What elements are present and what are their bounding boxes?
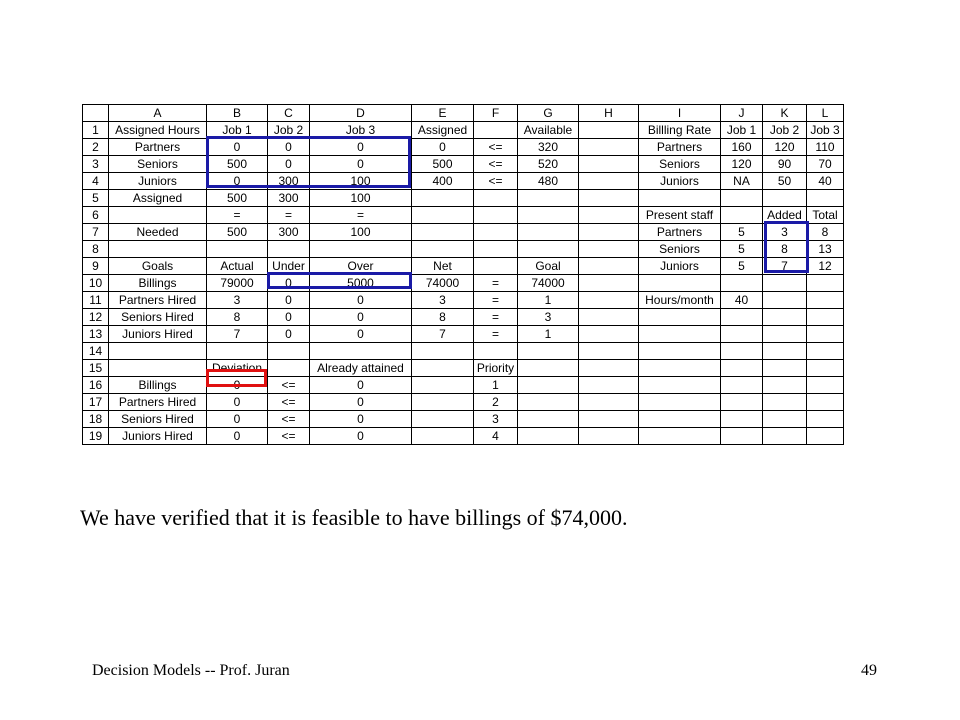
cell[interactable] [639,377,721,394]
cell[interactable] [807,377,844,394]
cell[interactable]: 90 [763,156,807,173]
cell[interactable]: Job 1 [721,122,763,139]
cell[interactable] [207,241,268,258]
cell[interactable] [763,428,807,445]
cell[interactable] [207,343,268,360]
cell[interactable] [109,241,207,258]
cell[interactable]: Priority [474,360,518,377]
cell[interactable] [639,309,721,326]
cell[interactable]: = [268,207,310,224]
cell[interactable]: 0 [310,139,412,156]
cell[interactable]: 0 [310,377,412,394]
cell[interactable]: = [474,275,518,292]
row-header[interactable]: 3 [83,156,109,173]
cell[interactable]: 0 [310,156,412,173]
cell[interactable]: Needed [109,224,207,241]
cell[interactable] [763,394,807,411]
cell[interactable] [412,207,474,224]
cell[interactable] [763,326,807,343]
cell[interactable]: Partners [639,224,721,241]
spreadsheet [82,104,844,445]
row-header[interactable]: 11 [83,292,109,309]
cell[interactable] [310,241,412,258]
cell[interactable]: Total [807,207,844,224]
cell[interactable] [763,377,807,394]
cell[interactable]: Seniors [639,156,721,173]
cell[interactable] [807,275,844,292]
cell[interactable]: 300 [268,224,310,241]
row-header[interactable]: 13 [83,326,109,343]
cell[interactable]: Juniors [639,258,721,275]
cell[interactable] [579,122,639,139]
cell[interactable] [763,275,807,292]
cell[interactable] [579,326,639,343]
cell[interactable]: 5000 [310,275,412,292]
table-row [83,411,844,428]
cell[interactable]: Actual [207,258,268,275]
cell[interactable] [579,292,639,309]
row-header[interactable]: 1 [83,122,109,139]
column-header[interactable]: A [109,105,207,122]
cell[interactable] [639,360,721,377]
cell[interactable] [763,190,807,207]
column-header[interactable]: J [721,105,763,122]
cell[interactable]: 160 [721,139,763,156]
cell[interactable]: Already attained [310,360,412,377]
cell[interactable]: 0 [207,394,268,411]
cell[interactable]: Job 2 [763,122,807,139]
cell[interactable]: = [310,207,412,224]
cell[interactable]: 0 [268,309,310,326]
cell[interactable]: 520 [518,156,579,173]
cell[interactable] [518,360,579,377]
cell[interactable]: 120 [763,139,807,156]
cell[interactable] [763,360,807,377]
cell[interactable]: 0 [207,173,268,190]
cell[interactable] [412,224,474,241]
cell[interactable]: 100 [310,173,412,190]
cell[interactable]: 0 [268,275,310,292]
cell[interactable] [639,343,721,360]
column-header[interactable]: H [579,105,639,122]
column-header-row [83,105,844,122]
cell[interactable]: 500 [207,190,268,207]
row-header[interactable]: 7 [83,224,109,241]
column-header[interactable]: G [518,105,579,122]
cell[interactable]: Billling Rate [639,122,721,139]
cell[interactable] [579,258,639,275]
table-row [83,309,844,326]
cell[interactable]: 40 [721,292,763,309]
cell[interactable] [807,190,844,207]
row-header[interactable]: 6 [83,207,109,224]
column-header[interactable]: C [268,105,310,122]
table-row [83,258,844,275]
cell[interactable] [579,394,639,411]
cell[interactable] [109,360,207,377]
cell[interactable]: 0 [207,377,268,394]
table-row [83,139,844,156]
cell[interactable]: 0 [207,411,268,428]
row-header[interactable]: 19 [83,428,109,445]
cell[interactable]: 50 [763,173,807,190]
cell[interactable] [474,224,518,241]
cell[interactable] [807,292,844,309]
table-row [83,292,844,309]
cell[interactable] [639,326,721,343]
cell[interactable]: <= [268,394,310,411]
cell[interactable] [639,275,721,292]
cell[interactable]: Goal [518,258,579,275]
cell[interactable] [579,411,639,428]
table-row [83,224,844,241]
cell[interactable]: 13 [807,241,844,258]
cell[interactable]: 0 [310,428,412,445]
cell[interactable]: 100 [310,224,412,241]
cell[interactable]: <= [474,173,518,190]
cell[interactable] [763,292,807,309]
cell[interactable]: 7 [412,326,474,343]
column-header[interactable]: B [207,105,268,122]
cell[interactable]: 1 [518,326,579,343]
cell[interactable] [579,139,639,156]
cell[interactable] [518,343,579,360]
cell[interactable] [639,190,721,207]
cell[interactable] [721,326,763,343]
cell[interactable]: 2 [474,394,518,411]
cell[interactable]: Available [518,122,579,139]
cell[interactable]: 120 [721,156,763,173]
cell[interactable]: 0 [268,156,310,173]
cell[interactable]: 8 [412,309,474,326]
cell[interactable]: 0 [268,326,310,343]
cell[interactable]: Under [268,258,310,275]
cell[interactable]: 400 [412,173,474,190]
cell[interactable]: Juniors [109,173,207,190]
cell[interactable]: <= [268,428,310,445]
cell[interactable] [109,207,207,224]
cell[interactable] [721,428,763,445]
cell[interactable]: = [474,309,518,326]
cell[interactable] [807,343,844,360]
cell[interactable] [518,411,579,428]
cell[interactable]: Billings [109,275,207,292]
corner-cell[interactable] [83,105,109,122]
row-header[interactable]: 12 [83,309,109,326]
cell[interactable]: 74000 [518,275,579,292]
cell[interactable]: 500 [207,156,268,173]
cell[interactable] [721,207,763,224]
table-row [83,394,844,411]
row-header[interactable]: 2 [83,139,109,156]
cell[interactable]: 0 [310,292,412,309]
cell[interactable] [721,411,763,428]
cell[interactable]: = [207,207,268,224]
cell[interactable] [579,224,639,241]
cell[interactable]: Job 1 [207,122,268,139]
cell[interactable]: <= [268,377,310,394]
cell[interactable]: 3 [763,224,807,241]
cell[interactable] [518,190,579,207]
cell[interactable] [474,207,518,224]
column-header[interactable]: L [807,105,844,122]
cell[interactable]: 500 [207,224,268,241]
cell[interactable] [310,343,412,360]
cell[interactable] [518,241,579,258]
cell[interactable] [412,377,474,394]
cell[interactable]: 1 [518,292,579,309]
column-header[interactable]: E [412,105,474,122]
cell[interactable] [109,343,207,360]
cell[interactable]: Present staff [639,207,721,224]
cell[interactable] [518,394,579,411]
table-row [83,428,844,445]
table-row [83,173,844,190]
cell[interactable] [763,309,807,326]
cell[interactable] [721,309,763,326]
cell[interactable] [518,224,579,241]
cell[interactable]: Deviation [207,360,268,377]
row-header[interactable]: 8 [83,241,109,258]
cell[interactable]: Over [310,258,412,275]
cell[interactable] [579,377,639,394]
cell[interactable]: Seniors Hired [109,411,207,428]
cell[interactable]: Net [412,258,474,275]
cell[interactable] [807,394,844,411]
cell[interactable] [518,377,579,394]
cell[interactable]: Billings [109,377,207,394]
table-row [83,377,844,394]
cell[interactable]: Partners [109,139,207,156]
table-row [83,360,844,377]
cell[interactable] [721,360,763,377]
cell[interactable] [474,258,518,275]
cell[interactable]: 0 [268,292,310,309]
table-row [83,343,844,360]
cell[interactable] [412,241,474,258]
cell[interactable]: <= [268,411,310,428]
cell[interactable] [579,207,639,224]
cell[interactable]: 5 [721,241,763,258]
cell[interactable] [579,428,639,445]
footer-page-number: 49 [861,662,877,679]
cell[interactable] [518,428,579,445]
cell[interactable]: 70 [807,156,844,173]
cell[interactable]: Juniors [639,173,721,190]
row-header[interactable]: 16 [83,377,109,394]
cell[interactable]: 74000 [412,275,474,292]
cell[interactable] [412,411,474,428]
cell[interactable]: 3 [207,292,268,309]
table-row [83,241,844,258]
cell[interactable]: 300 [268,173,310,190]
cell[interactable]: Seniors [109,156,207,173]
cell[interactable]: <= [474,139,518,156]
cell[interactable] [268,343,310,360]
cell[interactable]: 0 [412,139,474,156]
cell[interactable]: = [474,326,518,343]
cell[interactable]: 5 [721,224,763,241]
row-header[interactable]: 15 [83,360,109,377]
cell[interactable] [579,190,639,207]
cell[interactable] [579,275,639,292]
cell[interactable]: 0 [310,309,412,326]
cell[interactable] [474,241,518,258]
cell[interactable]: Seniors [639,241,721,258]
row-header[interactable]: 9 [83,258,109,275]
cell[interactable] [579,343,639,360]
cell[interactable] [412,428,474,445]
table-row [83,122,844,139]
spreadsheet-table [82,104,844,445]
cell[interactable]: 8 [207,309,268,326]
cell[interactable]: 0 [310,394,412,411]
cell[interactable] [763,343,807,360]
cell[interactable] [579,309,639,326]
row-header[interactable]: 5 [83,190,109,207]
row-header[interactable]: 18 [83,411,109,428]
footer-course-title: Decision Models -- Prof. Juran [92,662,290,679]
column-header[interactable]: I [639,105,721,122]
cell[interactable] [721,394,763,411]
cell[interactable]: Job 3 [807,122,844,139]
cell[interactable] [412,343,474,360]
cell[interactable] [639,394,721,411]
cell[interactable]: Assigned [109,190,207,207]
row-header[interactable]: 14 [83,343,109,360]
cell[interactable]: 1 [474,377,518,394]
cell[interactable]: 3 [474,411,518,428]
cell[interactable]: 8 [807,224,844,241]
cell[interactable] [721,275,763,292]
cell[interactable] [474,343,518,360]
cell[interactable]: 100 [310,190,412,207]
cell[interactable] [721,343,763,360]
cell[interactable]: 300 [268,190,310,207]
cell[interactable]: Added [763,207,807,224]
cell[interactable]: 3 [412,292,474,309]
cell[interactable]: 7 [763,258,807,275]
cell[interactable] [579,241,639,258]
cell[interactable]: NA [721,173,763,190]
cell[interactable]: 110 [807,139,844,156]
cell[interactable]: Job 2 [268,122,310,139]
cell[interactable]: Goals [109,258,207,275]
cell[interactable] [518,207,579,224]
cell[interactable] [268,241,310,258]
cell[interactable]: 480 [518,173,579,190]
cell[interactable]: Juniors Hired [109,428,207,445]
cell[interactable]: Hours/month [639,292,721,309]
cell[interactable] [579,360,639,377]
cell[interactable] [579,156,639,173]
cell[interactable]: 12 [807,258,844,275]
table-row [83,156,844,173]
cell[interactable] [721,190,763,207]
cell[interactable]: Partners Hired [109,394,207,411]
cell[interactable] [807,360,844,377]
cell[interactable] [807,309,844,326]
cell[interactable]: 500 [412,156,474,173]
cell[interactable] [807,326,844,343]
cell[interactable]: 0 [207,139,268,156]
cell[interactable] [474,190,518,207]
column-header[interactable]: K [763,105,807,122]
table-row [83,326,844,343]
cell[interactable] [579,173,639,190]
cell[interactable] [268,360,310,377]
cell[interactable] [412,394,474,411]
cell[interactable]: Juniors Hired [109,326,207,343]
cell[interactable]: 4 [474,428,518,445]
cell[interactable] [639,428,721,445]
cell[interactable]: 5 [721,258,763,275]
column-header[interactable]: D [310,105,412,122]
cell[interactable]: Assigned Hours [109,122,207,139]
cell[interactable]: 320 [518,139,579,156]
cell[interactable]: 7 [207,326,268,343]
row-header[interactable]: 10 [83,275,109,292]
cell[interactable]: 0 [207,428,268,445]
cell[interactable]: 3 [518,309,579,326]
cell[interactable]: Seniors Hired [109,309,207,326]
table-row [83,275,844,292]
cell[interactable]: 0 [310,326,412,343]
column-header[interactable]: F [474,105,518,122]
cell[interactable]: = [474,292,518,309]
cell[interactable] [474,122,518,139]
cell[interactable]: Assigned [412,122,474,139]
cell[interactable] [807,428,844,445]
cell[interactable]: 8 [763,241,807,258]
cell[interactable]: Partners Hired [109,292,207,309]
cell[interactable]: <= [474,156,518,173]
table-row [83,190,844,207]
row-header[interactable]: 4 [83,173,109,190]
cell[interactable] [721,377,763,394]
cell[interactable]: Partners [639,139,721,156]
cell[interactable] [807,411,844,428]
table-row [83,207,844,224]
cell[interactable]: 0 [268,139,310,156]
cell[interactable]: Job 3 [310,122,412,139]
cell[interactable]: 79000 [207,275,268,292]
cell[interactable] [412,360,474,377]
cell[interactable]: 0 [310,411,412,428]
slide-caption: We have verified that it is feasible to have billings of $74,000. [80,505,628,530]
row-header[interactable]: 17 [83,394,109,411]
cell[interactable] [763,411,807,428]
cell[interactable] [639,411,721,428]
cell[interactable] [412,190,474,207]
cell[interactable]: 40 [807,173,844,190]
